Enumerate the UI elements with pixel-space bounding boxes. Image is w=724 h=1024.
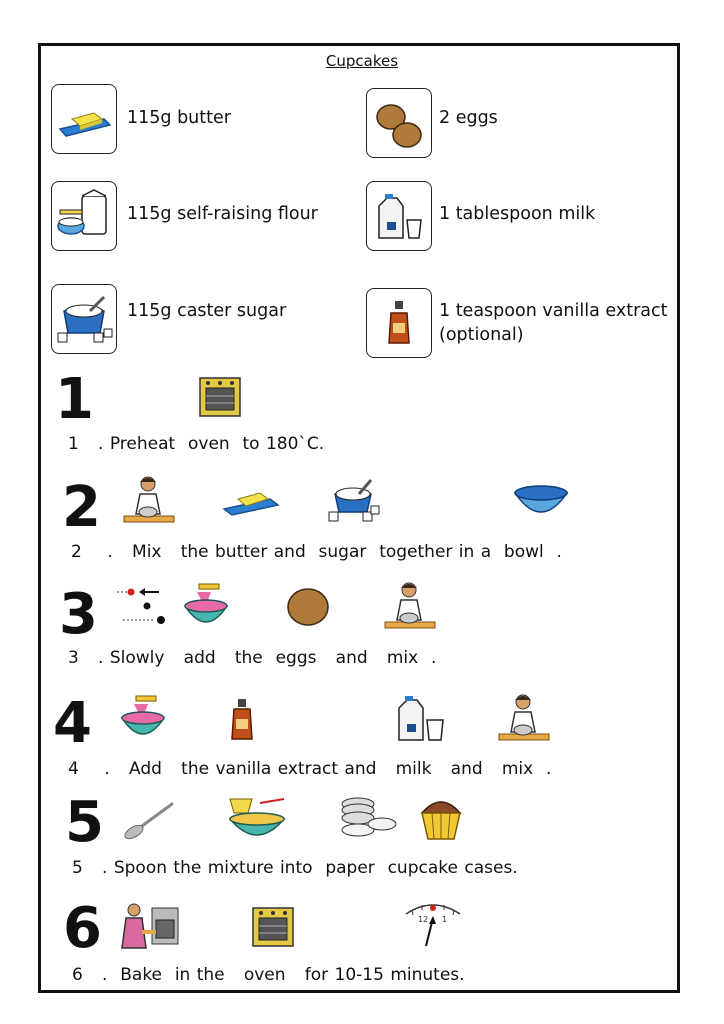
step-2-text: 2 . Mix the butter and sugar together in a bowl .: [71, 542, 562, 562]
step-5-number: 5: [65, 790, 104, 855]
step-6-number: 6: [63, 896, 102, 961]
step-6-text: 6 . Bake in the oven for 10-15 minutes.: [72, 965, 465, 985]
adding-to-bowl-icon: [181, 582, 231, 632]
ingredient-vanilla-line2: (optional): [439, 325, 524, 345]
step-1-number: 1: [55, 367, 94, 432]
vanilla-extract-icon: [229, 697, 255, 741]
oven-icon: [251, 906, 295, 948]
ingredient-eggs: 2 eggs: [439, 108, 498, 128]
mix-icon: [497, 692, 551, 744]
egg-icon: [286, 585, 330, 629]
timer-icon: [402, 902, 464, 950]
slowly-icon: [113, 584, 169, 630]
vanilla-icon: [366, 288, 432, 358]
spoon-icon: [122, 800, 174, 840]
milk-icon: [366, 181, 432, 251]
step-5-text: 5 . Spoon the mixture into paper cupcake cases.: [72, 858, 518, 878]
ingredient-vanilla: [439, 299, 667, 347]
sugar-icon: [51, 284, 117, 354]
ingredient-butter: 115g butter: [127, 108, 231, 128]
page-title: Cupcakes: [325, 52, 399, 70]
svg-text:12: 12: [418, 915, 429, 924]
svg-text:1: 1: [442, 915, 448, 924]
ingredient-vanilla-line1: 1 teaspoon vanilla extract: [439, 301, 668, 321]
paper-cases-icon: [338, 796, 398, 840]
cupcake-icon: [418, 795, 464, 841]
sugar-icon: [327, 478, 381, 524]
ingredient-sugar: 115g caster sugar: [127, 301, 287, 321]
pouring-mixture-icon: [226, 793, 288, 843]
eggs-icon: [366, 88, 432, 158]
oven-icon: [198, 376, 242, 418]
step-4-text: 4 . Add the vanilla extract and milk and mix .: [68, 759, 552, 779]
ingredient-milk: 1 tablespoon milk: [439, 204, 596, 224]
butter-icon: [222, 487, 280, 519]
mix-icon: [383, 580, 437, 632]
flour-icon: [51, 181, 117, 251]
step-3-text: 3 . Slowly add the eggs and mix .: [68, 648, 437, 668]
add-icon: [118, 694, 168, 744]
step-1-text: 1 . Preheat oven to 180`C.: [68, 434, 325, 454]
person-mixing-icon: [122, 474, 176, 526]
milk-icon: [393, 692, 449, 744]
butter-icon: [51, 84, 117, 154]
step-4-number: 4: [53, 691, 92, 756]
step-2-number: 2: [62, 475, 101, 540]
step-3-number: 3: [59, 582, 98, 647]
ingredient-flour: 115g self-raising flour: [127, 204, 318, 224]
bowl-icon: [512, 483, 570, 523]
person-baking-icon: [118, 902, 180, 952]
